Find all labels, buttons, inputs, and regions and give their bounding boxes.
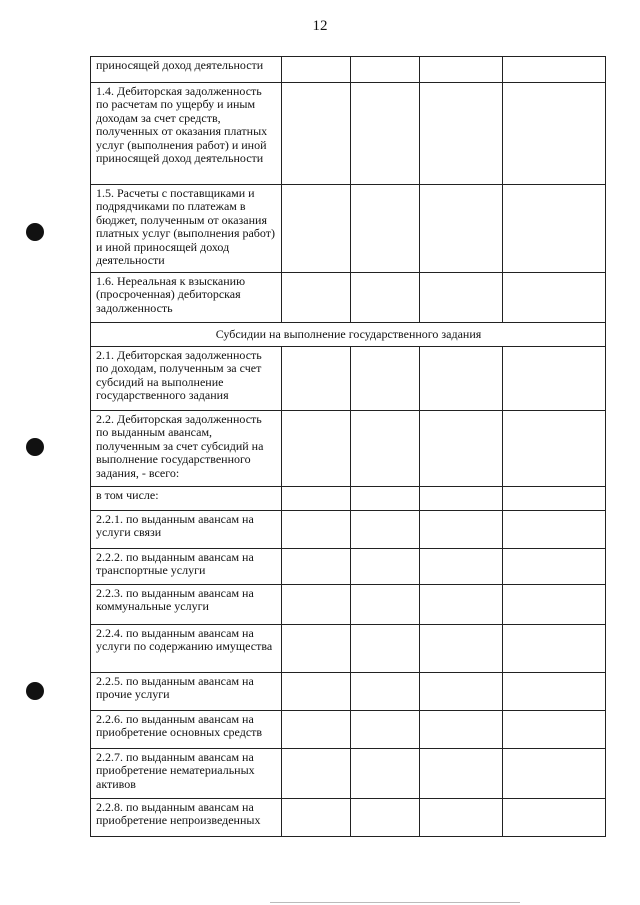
value-cell bbox=[282, 585, 351, 625]
value-cell bbox=[503, 487, 606, 511]
value-cell bbox=[282, 673, 351, 711]
value-cell bbox=[282, 549, 351, 585]
value-cell bbox=[503, 625, 606, 673]
table-row bbox=[91, 411, 606, 487]
value-cell bbox=[420, 625, 503, 673]
value-cell bbox=[351, 585, 420, 625]
value-cell bbox=[282, 487, 351, 511]
value-cell bbox=[503, 511, 606, 549]
value-cell bbox=[351, 411, 420, 487]
value-cell bbox=[420, 673, 503, 711]
value-cell bbox=[351, 57, 420, 83]
value-cell bbox=[282, 625, 351, 673]
value-cell bbox=[351, 83, 420, 185]
value-cell bbox=[420, 347, 503, 411]
value-cell bbox=[420, 799, 503, 837]
value-cell bbox=[282, 83, 351, 185]
table-row bbox=[91, 799, 606, 837]
table-row bbox=[91, 511, 606, 549]
value-cell bbox=[282, 347, 351, 411]
value-cell bbox=[420, 273, 503, 323]
value-cell bbox=[420, 411, 503, 487]
value-cell bbox=[282, 511, 351, 549]
value-cell bbox=[503, 749, 606, 799]
value-cell bbox=[503, 585, 606, 625]
value-cell bbox=[351, 711, 420, 749]
value-cell bbox=[503, 673, 606, 711]
value-cell bbox=[282, 273, 351, 323]
punch-hole-middle bbox=[26, 438, 44, 456]
value-cell bbox=[503, 799, 606, 837]
punch-hole-top bbox=[26, 223, 44, 241]
value-cell bbox=[282, 185, 351, 273]
value-cell bbox=[420, 487, 503, 511]
row-label: 2.2.7. по выданным авансам на приобретение нематериальных активов bbox=[91, 749, 282, 799]
value-cell bbox=[503, 273, 606, 323]
row-label: 2.2.1. по выданным авансам на услуги связи bbox=[91, 511, 282, 549]
row-label: 1.5. Расчеты с поставщиками и подрядчиками по платежам в бюджет, полученным от оказания платных услуг (выполнения работ) и иной приносящей доход деятельности bbox=[91, 185, 282, 273]
table-row bbox=[91, 749, 606, 799]
row-label: 2.2. Дебиторская задолженность по выданным авансам, полученным за счет субсидий на выполнение государственного задания, - всего: bbox=[91, 411, 282, 487]
row-label: 2.2.5. по выданным авансам на прочие услуги bbox=[91, 673, 282, 711]
value-cell bbox=[351, 549, 420, 585]
value-cell bbox=[282, 749, 351, 799]
table-row bbox=[91, 585, 606, 625]
value-cell bbox=[420, 749, 503, 799]
value-cell bbox=[351, 799, 420, 837]
page-number: 12 bbox=[312, 18, 328, 34]
value-cell bbox=[420, 585, 503, 625]
table-row bbox=[91, 487, 606, 511]
section-header-row bbox=[91, 323, 606, 347]
table-row bbox=[91, 549, 606, 585]
row-label: 2.2.3. по выданным авансам на коммунальные услуги bbox=[91, 585, 282, 625]
row-label: 2.2.8. по выданным авансам на приобретение непроизведенных bbox=[91, 799, 282, 837]
value-cell bbox=[420, 549, 503, 585]
scan-edge-line bbox=[270, 902, 520, 903]
table-row bbox=[91, 711, 606, 749]
table-row bbox=[91, 83, 606, 185]
value-cell bbox=[420, 185, 503, 273]
row-label: 1.4. Дебиторская задолженность по расчетам по ущербу и иным доходам за счет средств, полученных от оказания платных услуг (выполнения работ) и иной приносящей доход деятельности bbox=[91, 83, 282, 185]
value-cell bbox=[282, 411, 351, 487]
table-row bbox=[91, 57, 606, 83]
value-cell bbox=[503, 411, 606, 487]
value-cell bbox=[503, 57, 606, 83]
value-cell bbox=[503, 711, 606, 749]
row-label: 2.2.6. по выданным авансам на приобретение основных средств bbox=[91, 711, 282, 749]
value-cell bbox=[503, 83, 606, 185]
receivables-table bbox=[90, 56, 606, 837]
table-row bbox=[91, 673, 606, 711]
row-label: 2.2.2. по выданным авансам на транспортные услуги bbox=[91, 549, 282, 585]
value-cell bbox=[351, 625, 420, 673]
value-cell bbox=[282, 711, 351, 749]
row-label: 1.6. Нереальная к взысканию (просроченная) дебиторская задолженность bbox=[91, 273, 282, 323]
row-label: приносящей доход деятельности bbox=[91, 57, 282, 83]
value-cell bbox=[420, 511, 503, 549]
punch-hole-bottom bbox=[26, 682, 44, 700]
table-row bbox=[91, 625, 606, 673]
row-label: 2.1. Дебиторская задолженность по доходам, полученным за счет субсидий на выполнение государственного задания bbox=[91, 347, 282, 411]
value-cell bbox=[420, 83, 503, 185]
table-row bbox=[91, 273, 606, 323]
value-cell bbox=[351, 347, 420, 411]
table-row bbox=[91, 185, 606, 273]
value-cell bbox=[282, 799, 351, 837]
value-cell bbox=[351, 511, 420, 549]
value-cell bbox=[420, 711, 503, 749]
value-cell bbox=[503, 185, 606, 273]
value-cell bbox=[420, 57, 503, 83]
table-body bbox=[91, 57, 606, 837]
value-cell bbox=[351, 749, 420, 799]
row-label: 2.2.4. по выданным авансам на услуги по содержанию имущества bbox=[91, 625, 282, 673]
value-cell bbox=[503, 347, 606, 411]
value-cell bbox=[351, 185, 420, 273]
table-row bbox=[91, 347, 606, 411]
value-cell bbox=[282, 57, 351, 83]
value-cell bbox=[351, 487, 420, 511]
value-cell bbox=[503, 549, 606, 585]
value-cell bbox=[351, 673, 420, 711]
value-cell bbox=[351, 273, 420, 323]
row-label: в том числе: bbox=[91, 487, 282, 511]
section-title: Субсидии на выполнение государственного задания bbox=[91, 323, 606, 347]
